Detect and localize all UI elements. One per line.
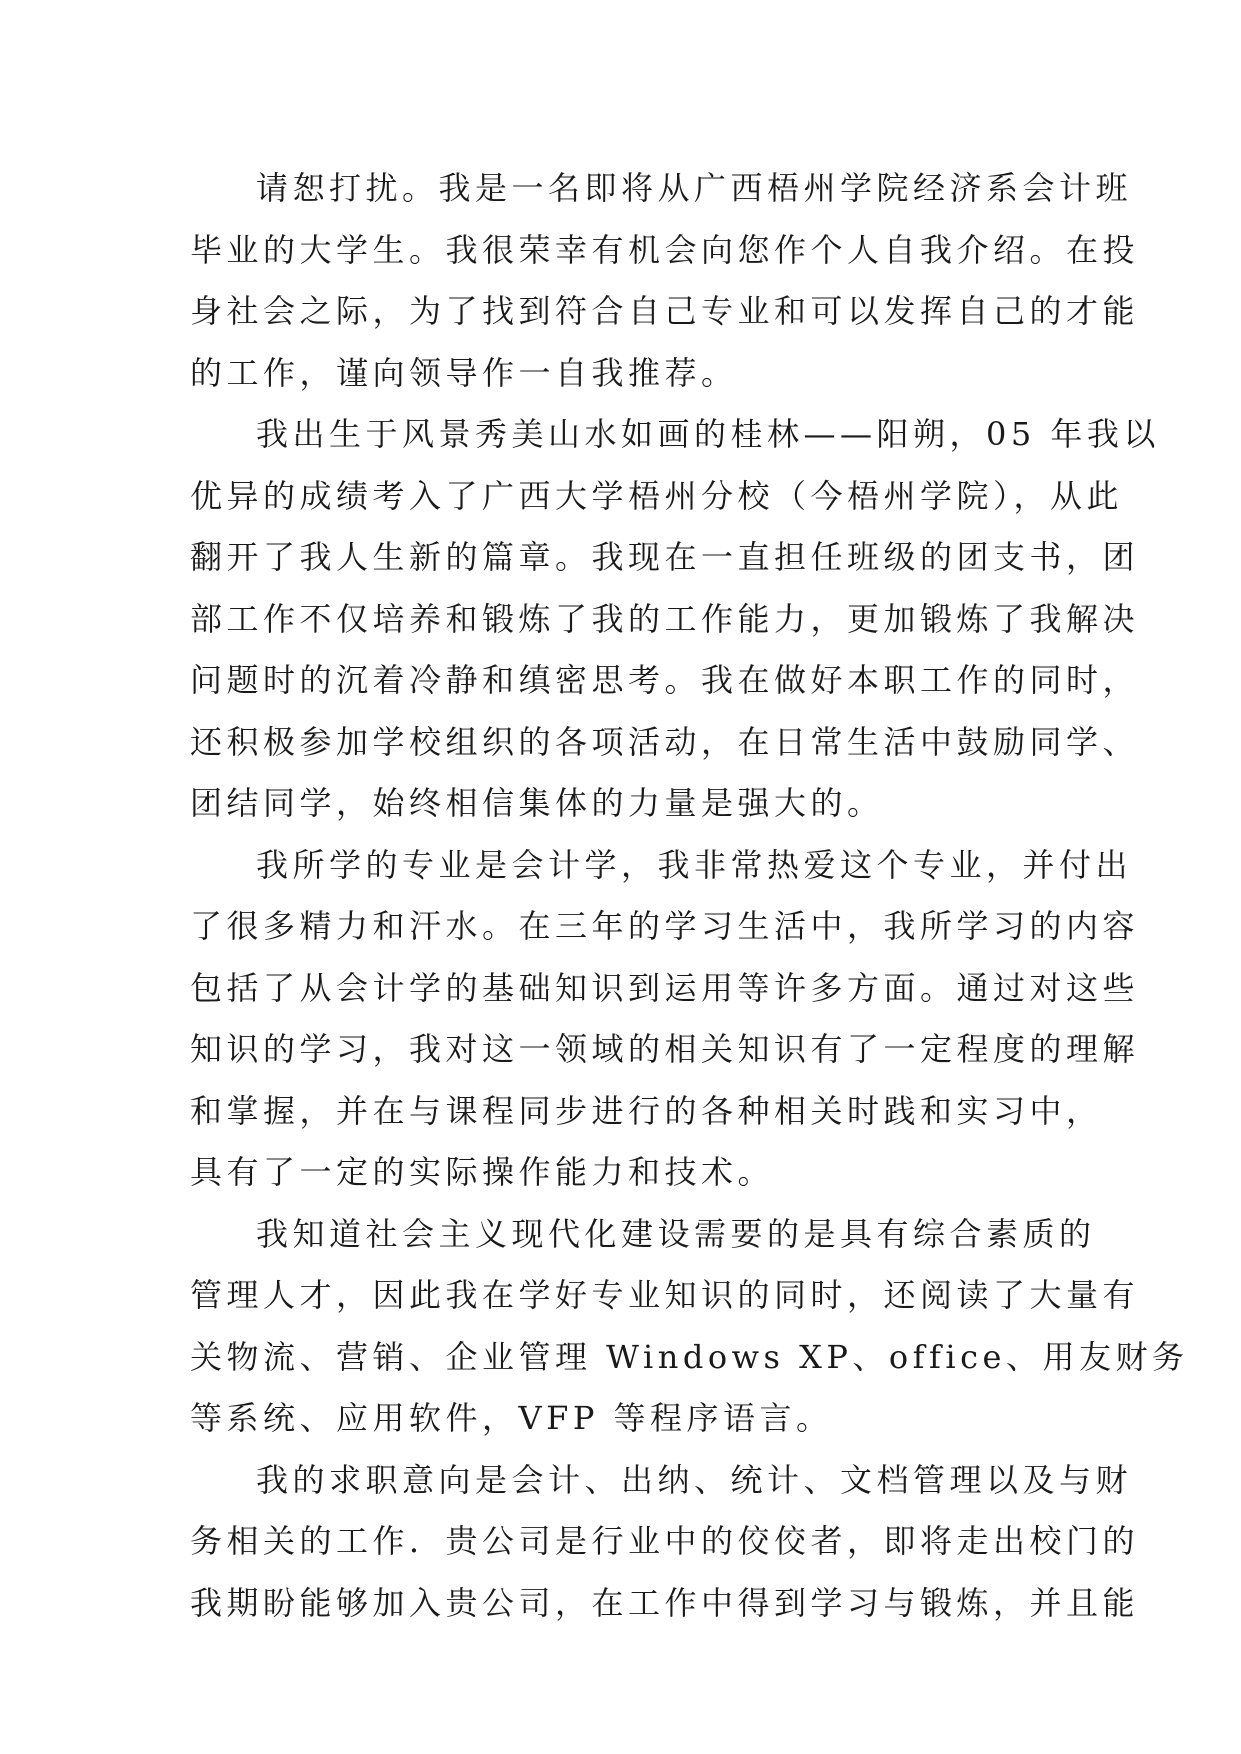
text-line: 包括了从会计学的基础知识到运用等许多方面。通过对这些 [190, 968, 1140, 1007]
text-line: 毕业的大学生。我很荣幸有机会向您作个人自我介绍。在投 [190, 230, 1140, 269]
text-line: 知识的学习，我对这一领域的相关知识有了一定程度的理解 [190, 1030, 1140, 1068]
text-line: 关物流、营销、企业管理 Windows XP、office、用友财务 [190, 1337, 1189, 1376]
paragraph-2 [190, 404, 1160, 835]
text-line: 还积极参加学校组织的各项活动，在日常生活中鼓励同学、 [190, 722, 1140, 761]
text-line: 我所学的专业是会计学，我非常热爱这个专业，并付出 [256, 845, 1133, 884]
text-line: 身社会之际，为了找到符合自己专业和可以发挥自己的才能 [190, 292, 1140, 330]
text-line: 请恕打扰。我是一名即将从广西梧州学院经济系会计班 [256, 169, 1133, 207]
paragraph-1 [190, 158, 1140, 404]
paragraph-4 [190, 1204, 1189, 1450]
text-line: 团结同学，始终相信集体的力量是强大的。 [190, 784, 884, 822]
text-line: 等系统、应用软件，VFP 等程序语言。 [190, 1399, 833, 1437]
text-line: 具有了一定的实际操作能力和技术。 [190, 1153, 775, 1191]
text-line: 的工作，谨向领导作一自我推荐。 [190, 353, 738, 392]
text-line: 和掌握，并在与课程同步进行的各种相关时践和实习中， [190, 1091, 1103, 1130]
text-line: 我知道社会主义现代化建设需要的是具有综合素质的 [256, 1214, 1096, 1253]
text-line: 管理人才，因此我在学好专业知识的同时，还阅读了大量有 [190, 1276, 1140, 1314]
document-body [190, 158, 1189, 1634]
paragraph-3 [190, 835, 1140, 1204]
text-line: 我的求职意向是会计、出纳、统计、文档管理以及与财 [256, 1460, 1133, 1499]
paragraph-5 [190, 1450, 1140, 1635]
text-line: 我出生于风景秀美山水如画的桂林——阳朔，05 年我以 [256, 415, 1160, 453]
text-line: 我期盼能够加入贵公司，在工作中得到学习与锻炼，并且能 [190, 1583, 1140, 1622]
text-line: 了很多精力和汗水。在三年的学习生活中，我所学习的内容 [190, 907, 1140, 945]
text-line: 部工作不仅培养和锻炼了我的工作能力，更加锻炼了我解决 [190, 599, 1140, 638]
text-line: 优异的成绩考入了广西大学梧州分校（今梧州学院），从此 [190, 476, 1124, 515]
text-line: 务相关的工作．贵公司是行业中的佼佼者，即将走出校门的 [190, 1522, 1140, 1560]
text-line: 翻开了我人生新的篇章。我现在一直担任班级的团支书，团 [190, 538, 1140, 576]
text-line: 问题时的沉着冷静和缜密思考。我在做好本职工作的同时， [190, 661, 1140, 699]
